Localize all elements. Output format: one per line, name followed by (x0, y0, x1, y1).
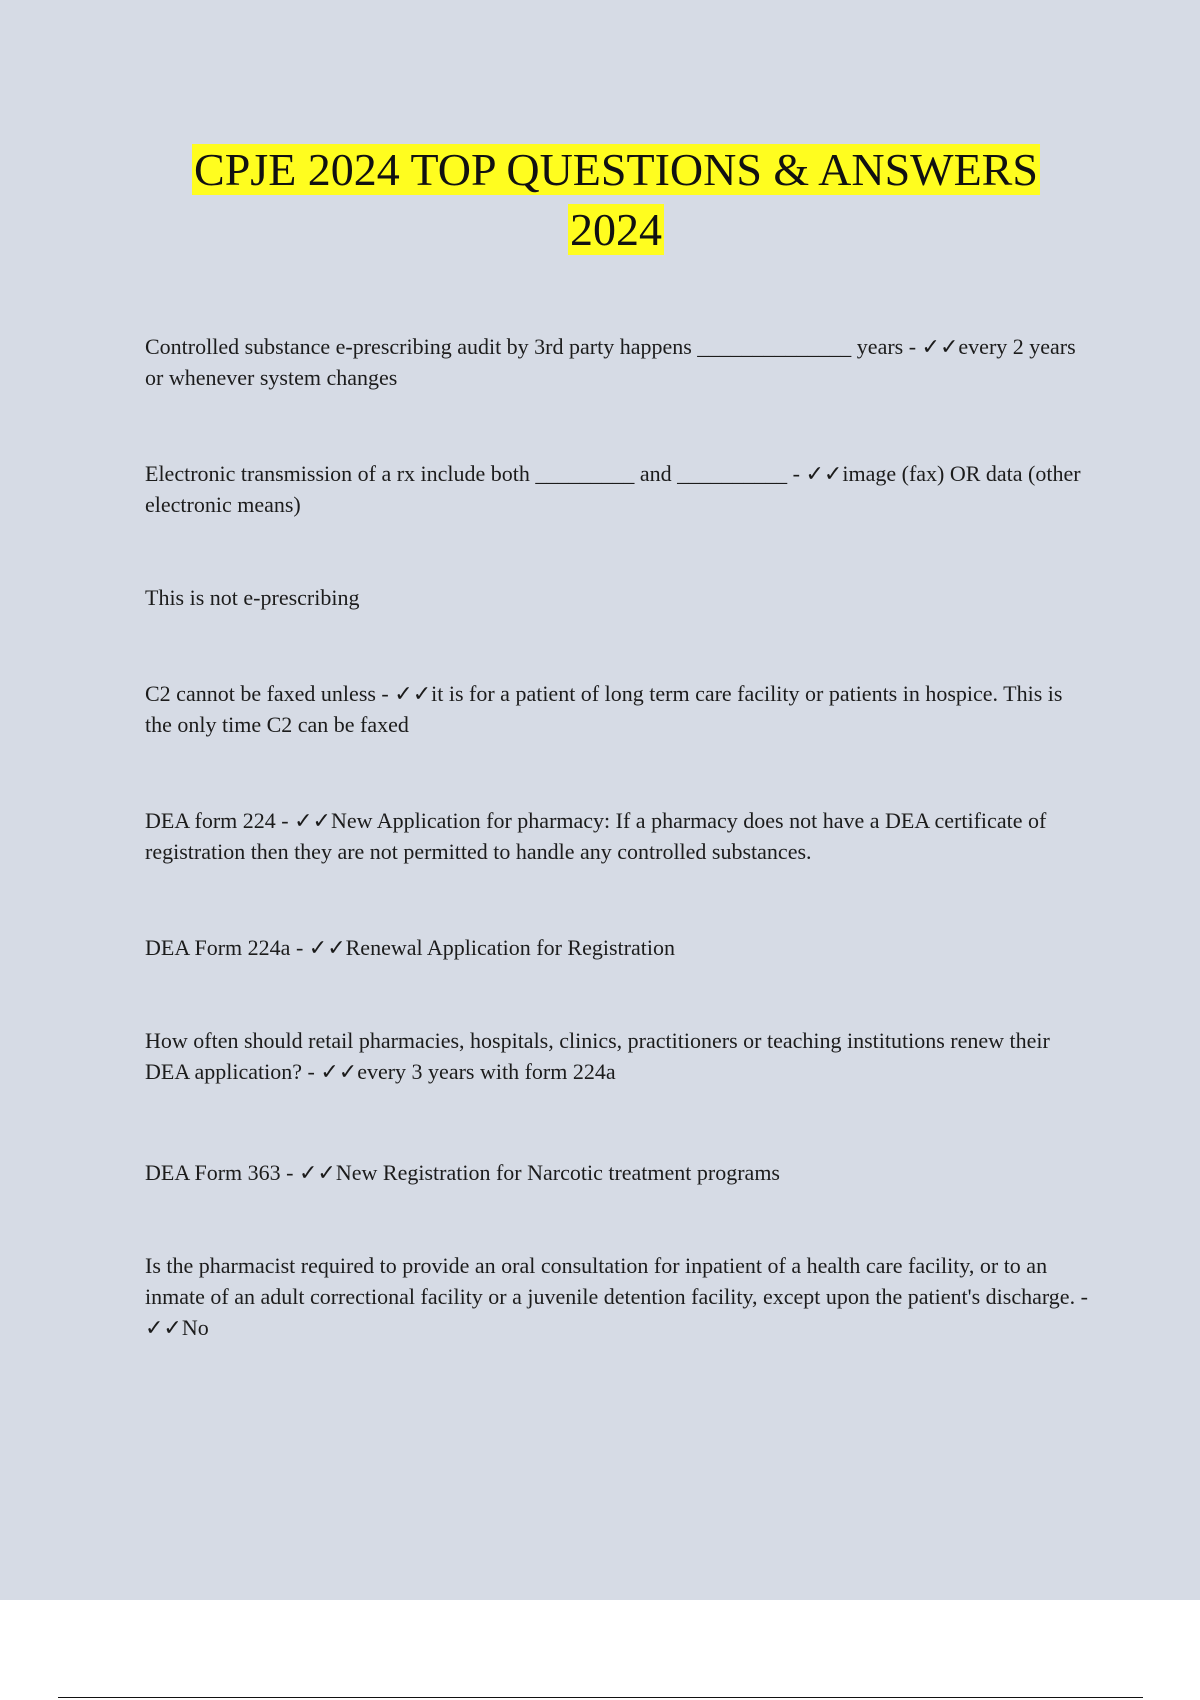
qa-item: DEA Form 224a - ✓✓Renewal Application for Registration (145, 935, 675, 960)
qa-item: Controlled substance e-prescribing audit by 3rd party happens ______________ years - ✓✓every 2 years or whenever system changes (145, 334, 1076, 390)
title-line-2: 2024 (570, 204, 662, 255)
title-line-1: CPJE 2024 TOP QUESTIONS & ANSWERS (194, 144, 1038, 195)
qa-item: Is the pharmacist required to provide an oral consultation for inpatient of a health care facility, or to an inmate of an adult correctional facility or a juvenile detention facility, except upon the patient's discharge. - ✓✓No (145, 1253, 1088, 1340)
qa-item: DEA form 224 - ✓✓New Application for pharmacy: If a pharmacy does not have a DEA certificate of registration then they are not permitted to handle any controlled substances. (145, 808, 1047, 864)
qa-item: DEA Form 363 - ✓✓New Registration for Narcotic treatment programs (145, 1160, 780, 1185)
qa-item: Electronic transmission of a rx include both _________ and __________ - ✓✓image (fax) OR data (other electronic means) (145, 461, 1081, 517)
document-title (0, 140, 1200, 260)
qa-item: How often should retail pharmacies, hospitals, clinics, practitioners or teaching institutions renew their DEA application? - ✓✓every 3 years with form 224a (145, 1028, 1050, 1084)
footer-divider (58, 1697, 1143, 1698)
qa-item: This is not e-prescribing (145, 585, 360, 610)
qa-item: C2 cannot be faxed unless - ✓✓it is for a patient of long term care facility or patients in hospice. This is the only time C2 can be faxed (145, 681, 1063, 737)
